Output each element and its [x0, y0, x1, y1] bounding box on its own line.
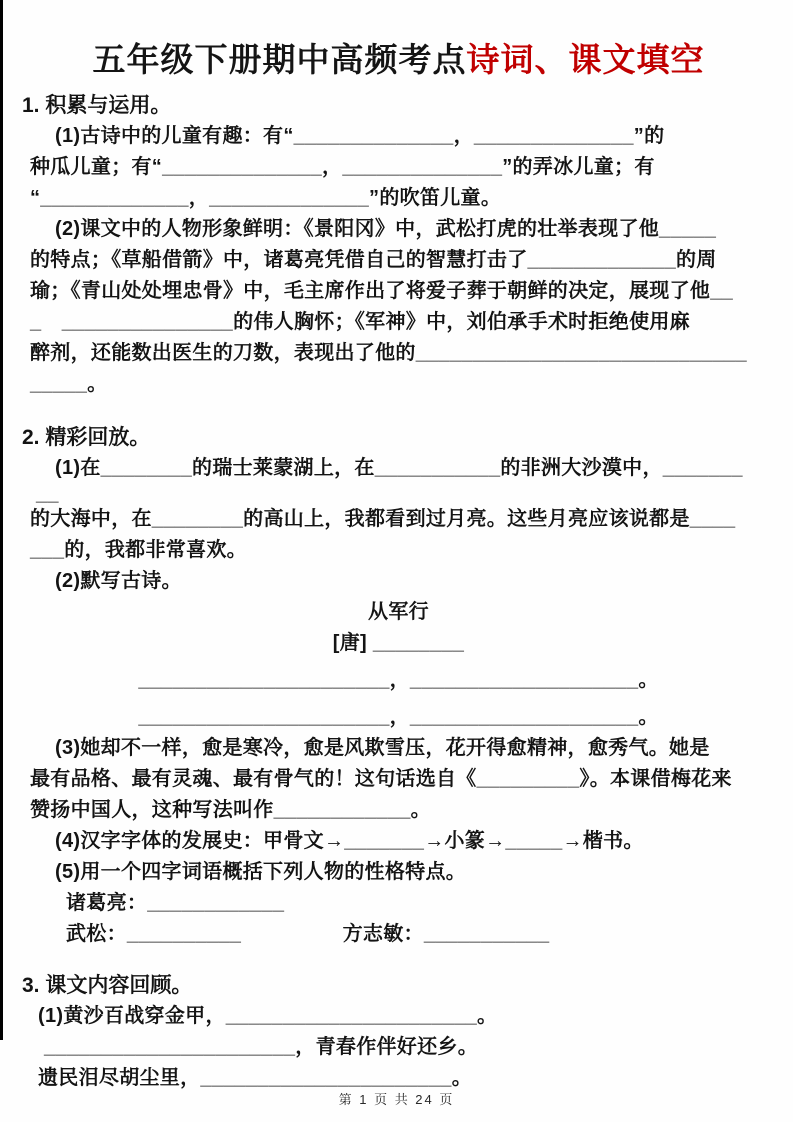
text-line: 的特点；《草船借箭》中，诸葛亮凭借自己的智慧打击了_____________的周 [30, 249, 717, 271]
page-title-red: 诗词、课文填空 [466, 41, 705, 78]
section-2-paragraph-5 [30, 857, 767, 888]
section-1-paragraph-2 [30, 214, 767, 400]
section-1-paragraph-1 [30, 121, 767, 214]
text-line: (2)默写古诗。 [55, 570, 182, 592]
page-number-footer: 第 1 页 共 24 页 [338, 1092, 455, 1107]
poem-title: 从军行 [368, 601, 429, 623]
poem-block [30, 597, 767, 733]
text-line: ______________________，____________________。 [138, 669, 659, 691]
section-3-paragraph-1 [30, 1001, 767, 1094]
poem-author-line: [唐] ________ [332, 632, 465, 654]
text-line: 醉剂，还能数出医生的刀数，表现出了他的_____________________________ [30, 342, 747, 364]
text-line: (2)课文中的人物形象鲜明：《景阳冈》中，武松打虎的壮举表现了他_____ [55, 218, 717, 240]
text-line: 种瓜儿童；有“______________，______________”的弄冰儿童；有 [30, 156, 655, 178]
text-line: 遗民泪尽胡尘里，______________________。 [38, 1067, 473, 1089]
text-line: (1)黄沙百战穿金甲，______________________。 [38, 1005, 498, 1027]
poem-verse-lines [30, 665, 767, 733]
section-2-paragraph-4 [30, 826, 767, 857]
section-3-heading: 3. 课文内容回顾。 [22, 974, 193, 997]
text-line: 诸葛亮：____________ [66, 892, 285, 914]
character-names-block [66, 888, 767, 950]
text-line: ______________________，____________________。 [138, 706, 659, 728]
text-line: (5)用一个四字词语概括下列人物的性格特点。 [55, 861, 467, 883]
page-title-black: 五年级下册期中高频考点 [92, 41, 467, 78]
text-line: 赞扬中国人，这种写法叫作____________。 [30, 799, 431, 821]
text-line: (4)汉字字体的发展史：甲骨文→_______→小篆→_____→楷书。 [55, 830, 644, 852]
scan-edge-artifact [0, 0, 3, 1040]
text-line: 瑜；《青山处处埋忠骨》中，毛主席作出了将爱子葬于朝鲜的决定，展现了他__ [30, 280, 734, 302]
text-line: 武松：__________ 方志敏：___________ [66, 923, 550, 945]
page-title [30, 40, 767, 80]
text-line: (1)古诗中的儿童有趣：有“______________，______________”的 [55, 125, 665, 147]
text-line: 的大海中，在________的高山上，我都看到过月亮。这些月亮应该说都是____ [30, 508, 736, 530]
text-line: (3)她却不一样，愈是寒冷，愈是风欺雪压，花开得愈精神，愈秀气。她是 [55, 737, 710, 759]
section-2-paragraph-1 [30, 453, 767, 566]
text-line: “_____________，______________”的吹笛儿童。 [30, 187, 502, 209]
text-line: ___的，我都非常喜欢。 [30, 539, 247, 561]
section-2-paragraph-2 [30, 566, 767, 597]
text-line: (1)在________的瑞士莱蒙湖上，在___________的非洲大沙漠中，_______ [55, 457, 743, 479]
section-2-paragraph-3 [30, 733, 767, 826]
text-line: 最有品格、最有灵魂、最有骨气的！这句话选自《_________》。本课借梅花来 [30, 768, 732, 790]
text-line: _____。 [30, 373, 108, 395]
section-2-heading: 2. 精彩回放。 [22, 426, 151, 449]
text-line: _ _______________的伟人胸怀；《军神》中，刘伯承手术时拒绝使用麻 [30, 311, 690, 333]
section-1-heading: 1. 积累与运用。 [22, 94, 172, 117]
text-line: ______________________，青春作伴好还乡。 [44, 1036, 479, 1058]
text-line: __ [36, 483, 59, 505]
